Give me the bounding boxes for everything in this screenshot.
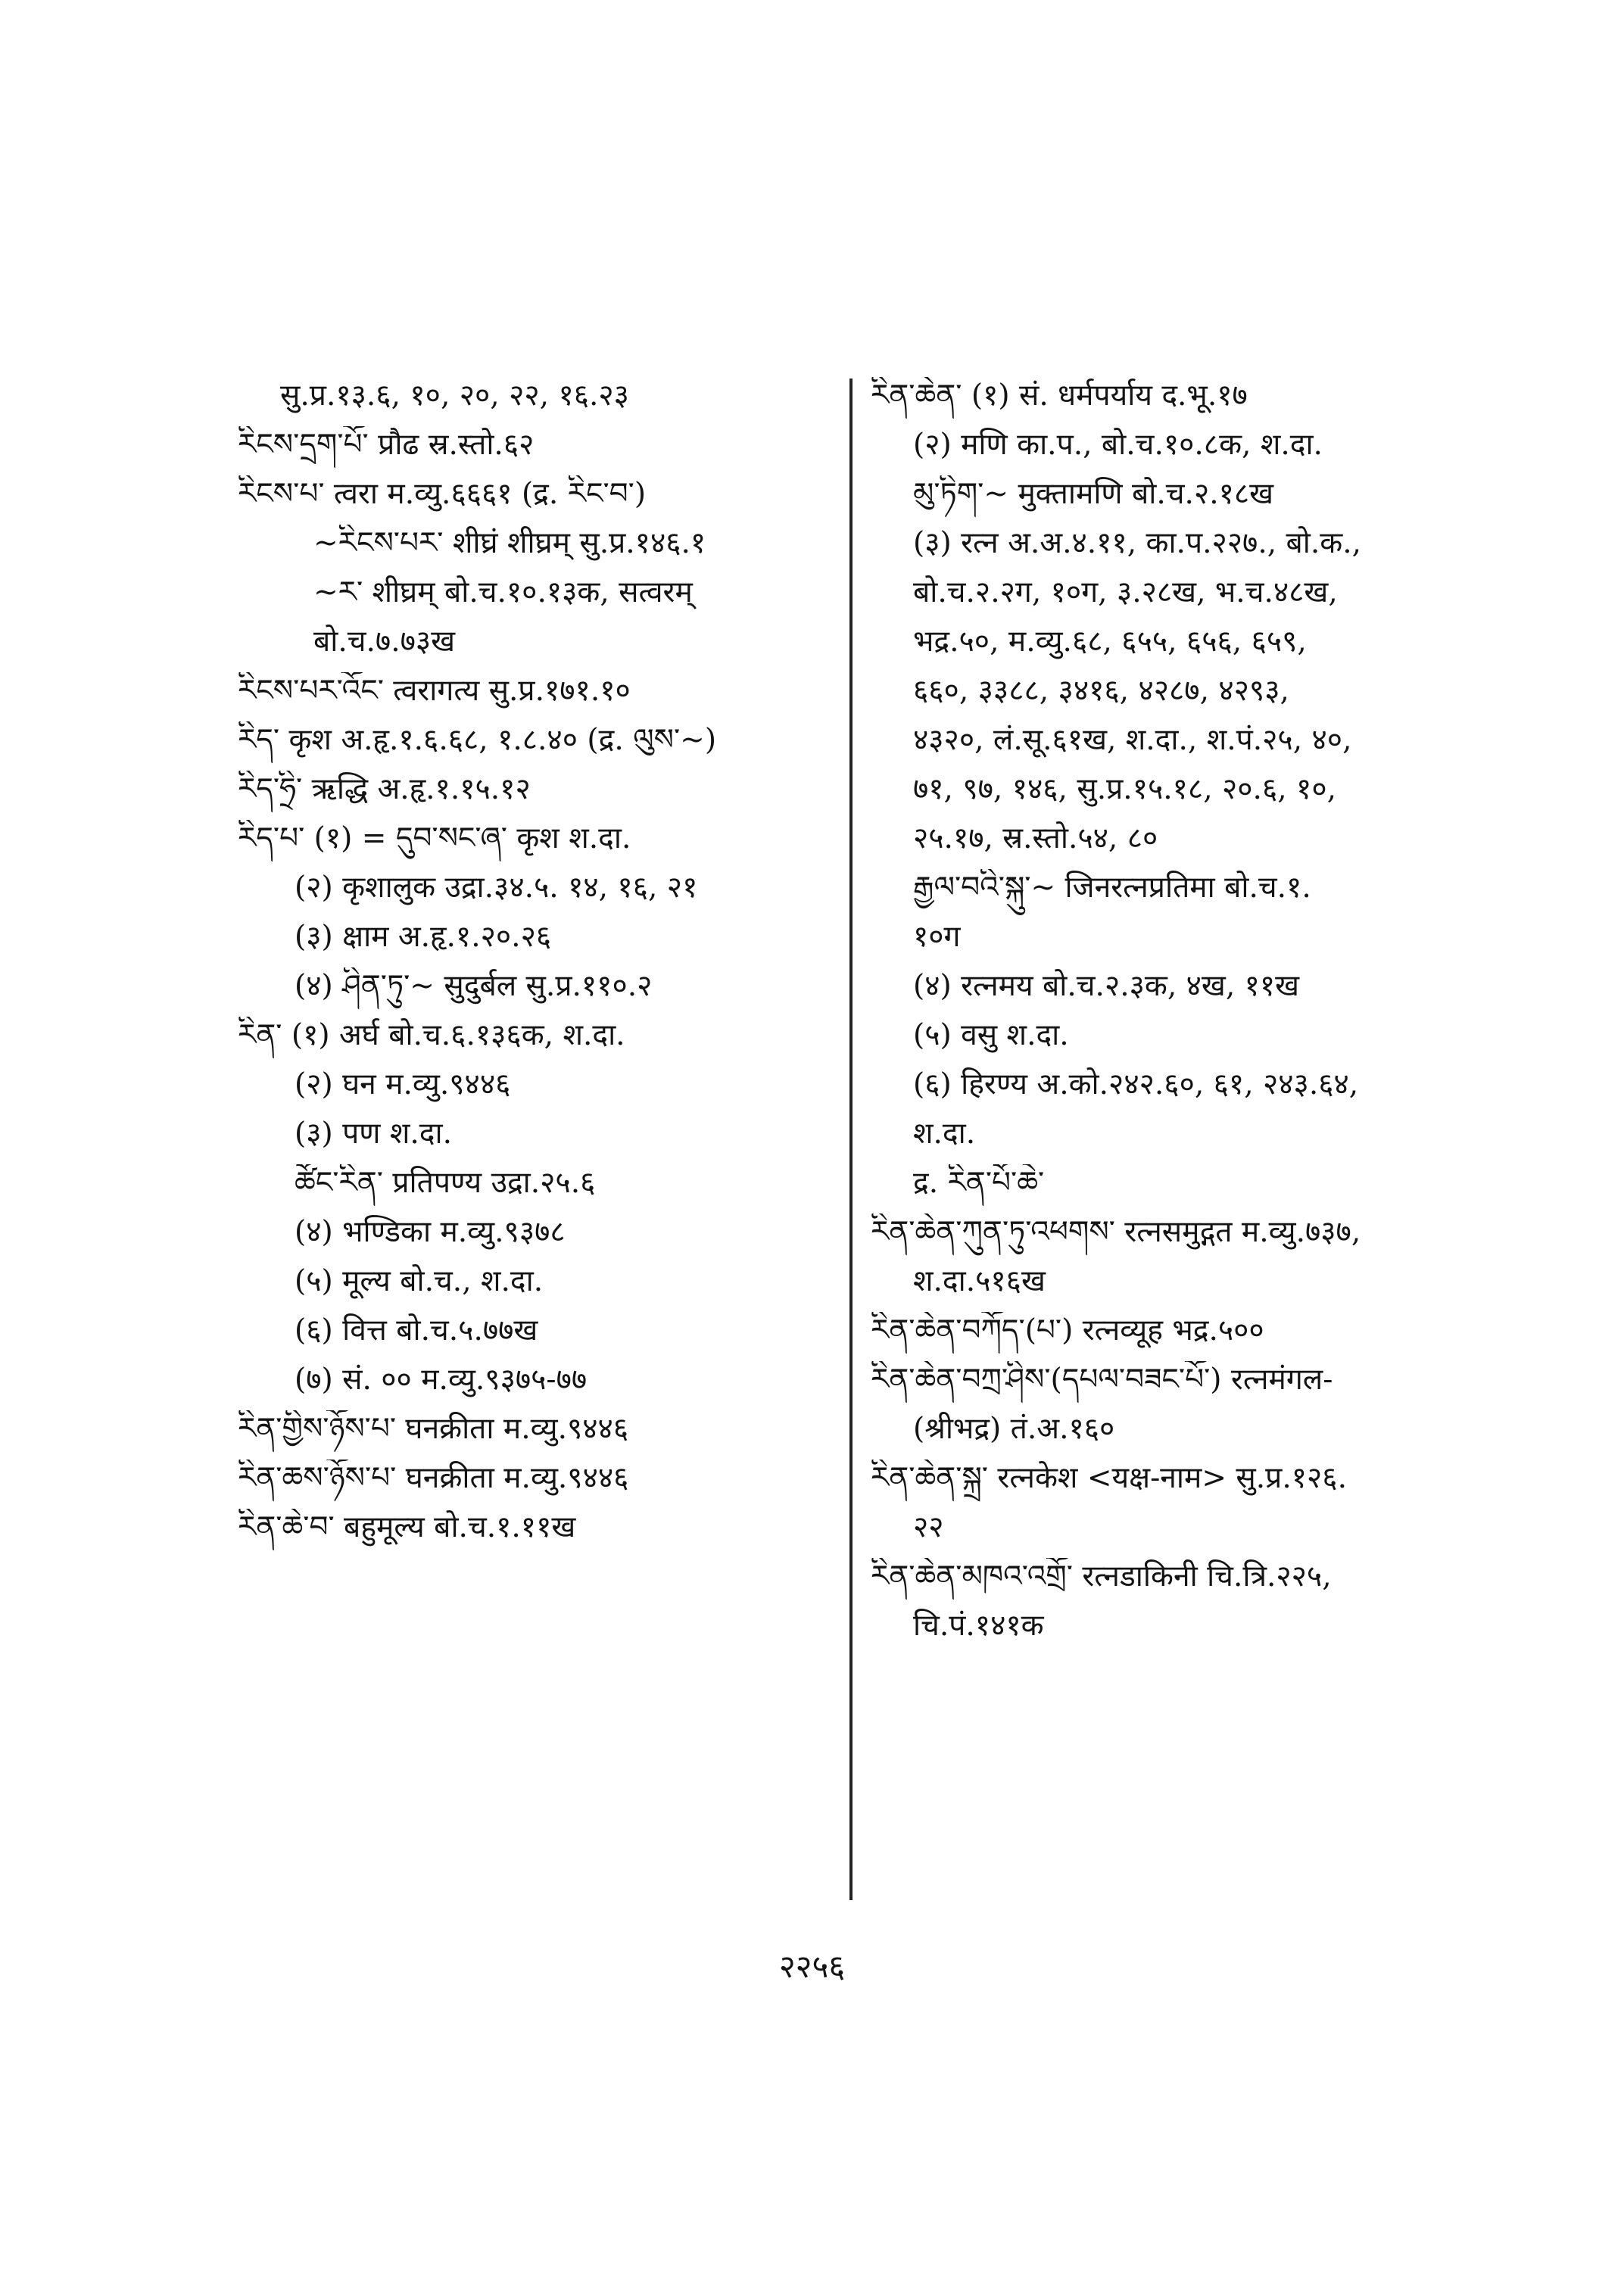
dictionary-line: རིན་ཆས་ཉོས་པ་ घनक्रीता म.व्यु.९४४६ bbox=[238, 1461, 629, 1495]
column-divider bbox=[849, 379, 853, 1900]
dictionary-line: (४) भण्डिका म.व्यु.९३७८ bbox=[295, 1215, 566, 1249]
dictionary-line: ४३२०, लं.सू.६१ख, श.दा., श.पं.२५, ४०, bbox=[913, 723, 1352, 757]
dictionary-line: भद्र.५०, म.व्यु.६८, ६५५, ६५६, ६५९, bbox=[913, 625, 1307, 659]
dictionary-line: (२) घन म.व्यु.९४४६ bbox=[295, 1067, 511, 1101]
dictionary-line: (६) हिरण्य अ.को.२४२.६०, ६१, २४३.६४, bbox=[913, 1067, 1359, 1101]
dictionary-line: (४) ཤིན་ཏུ་~ सुदुर्बल सु.प्र.११०.२ bbox=[295, 969, 653, 1003]
dictionary-line: རིན་ཆེན་ (१) सं. धर्मपर्याय द.भू.१७ bbox=[871, 379, 1248, 413]
dictionary-line: རིན་ཆེ་བ་ बहुमूल्य बो.च.१.११ख bbox=[238, 1510, 576, 1544]
dictionary-line: རིན་ཆེན་བཀྲ་ཤིས་(དཔལ་བཟང་པོ་) रत्नमंगल- bbox=[871, 1363, 1333, 1397]
dictionary-line: རིན་ཆེན་མཁའ་འགྲོ་ रत्नडाकिनी चि.त्रि.२२५, bbox=[871, 1559, 1332, 1594]
dictionary-line: (५) वसु श.दा. bbox=[913, 1018, 1069, 1052]
dictionary-line: རིད་ कृश अ.हृ.१.६.६८, १.८.४० (द्र. ལུས་~) bbox=[238, 723, 717, 757]
dictionary-line: ७१, ९७, १४६, सु.प्र.१५.१८, २०.६, १०, bbox=[913, 772, 1336, 806]
page-number: २२५६ bbox=[778, 1948, 846, 1985]
dictionary-line: २२ bbox=[913, 1510, 944, 1544]
dictionary-line: बो.च.७.७३ख bbox=[313, 625, 456, 659]
right-column bbox=[871, 377, 1499, 1656]
dictionary-line: མུ་ཏིག་~ मुक्तामणि बो.च.२.१८ख bbox=[913, 477, 1274, 511]
dictionary-line: རིན་གྱིས་ཉོས་པ་ घनक्रीता म.व्यु.९४४६ bbox=[238, 1412, 629, 1446]
dictionary-line: (३) पण श.दा. bbox=[295, 1117, 452, 1151]
left-column bbox=[238, 377, 836, 1558]
dictionary-line: རིངས་དྲག་པོ་ प्रौढ स्र.स्तो.६२ bbox=[238, 428, 535, 462]
dictionary-line: (२) मणि का.प., बो.च.१०.८क, श.दा. bbox=[913, 428, 1323, 462]
dictionary-line: १०ग bbox=[913, 920, 961, 954]
dictionary-line: རྒྱལ་བའི་སྐུ་~ जिनरत्नप्रतिमा बो.च.१. bbox=[913, 871, 1311, 905]
dictionary-line: རིན་ཆེན་ཀུན་ཏུ་འཕགས་ रत्नसमुद्गत म.व्यु.७३७, bbox=[871, 1215, 1361, 1249]
dictionary-line: (६) वित्त बो.च.५.७७ख bbox=[295, 1313, 538, 1347]
dictionary-line: सु.प्र.१३.६, १०, २०, २२, १६.२३ bbox=[280, 379, 629, 413]
dictionary-line: རིན་ཆེན་སྐྲ་ रत्नकेश <यक्ष-नाम> सु.प्र.१२६. bbox=[871, 1461, 1347, 1495]
dictionary-line: ~ར་ शीघ्रम् बो.च.१०.१३क, सत्वरम् bbox=[313, 575, 693, 609]
dictionary-line: द्र. རིན་པོ་ཆེ་ bbox=[913, 1166, 1045, 1200]
dictionary-line: श.दा.५१६ख bbox=[913, 1264, 1046, 1298]
dictionary-line: རིད་ཧྲི་ ऋद्धि अ.हृ.१.१५.१२ bbox=[238, 772, 531, 806]
dictionary-line: རིན་ (१) अर्घ बो.च.६.१३६क, श.दा. bbox=[238, 1018, 625, 1052]
dictionary-line: ६६०, ३३८८, ३४१६, ४२८७, ४२९३, bbox=[913, 674, 1289, 708]
dictionary-line: (श्रीभद्र) तं.अ.१६० bbox=[913, 1412, 1115, 1446]
dictionary-line: श.दा. bbox=[913, 1117, 976, 1151]
dictionary-line: (३) रत्न अ.अ.४.११, का.प.२२७., बो.क., bbox=[913, 526, 1362, 560]
dictionary-line: चि.पं.१४१क bbox=[913, 1609, 1044, 1643]
dictionary-line: (५) मूल्य बो.च., श.दा. bbox=[295, 1264, 544, 1298]
dictionary-line: རིད་པ་ (१) = དུབ་སང་ཞ་ कृश श.दा. bbox=[238, 821, 631, 855]
dictionary-line: बो.च.२.२ग, १०ग, ३.२८ख, भ.च.४८ख, bbox=[913, 575, 1338, 609]
dictionary-line: (२) कृशालुक उद्रा.३४.५. १४, १६, २१ bbox=[295, 871, 698, 905]
dictionary-line: (४) रत्नमय बो.च.२.३क, ४ख, ११ख bbox=[913, 969, 1300, 1003]
dictionary-line: २५.१७, स्र.स्तो.५४, ८० bbox=[913, 821, 1158, 855]
dictionary-line: རིན་ཆེན་བཀོད་(པ་) रत्नव्यूह भद्र.५०० bbox=[871, 1313, 1264, 1347]
dictionary-line: (३) क्षाम अ.हृ.१.२०.२६ bbox=[295, 920, 552, 954]
dictionary-line: རིངས་པ་ त्वरा म.व्यु.६६६१ (द्र. རིང་བ་) bbox=[238, 477, 647, 511]
dictionary-line: ཚོང་རིན་ प्रतिपण्य उद्रा.२५.६ bbox=[295, 1166, 596, 1200]
dictionary-line: ~རིངས་པར་ शीघ्रं शीघ्रम् सु.प्र.१४६.१ bbox=[313, 526, 706, 560]
dictionary-line: (७) सं. ०० म.व्यु.९३७५-७७ bbox=[295, 1363, 588, 1397]
dictionary-line: རིངས་པར་འོང་ त्वरागत्य सु.प्र.१७१.१० bbox=[238, 674, 631, 708]
